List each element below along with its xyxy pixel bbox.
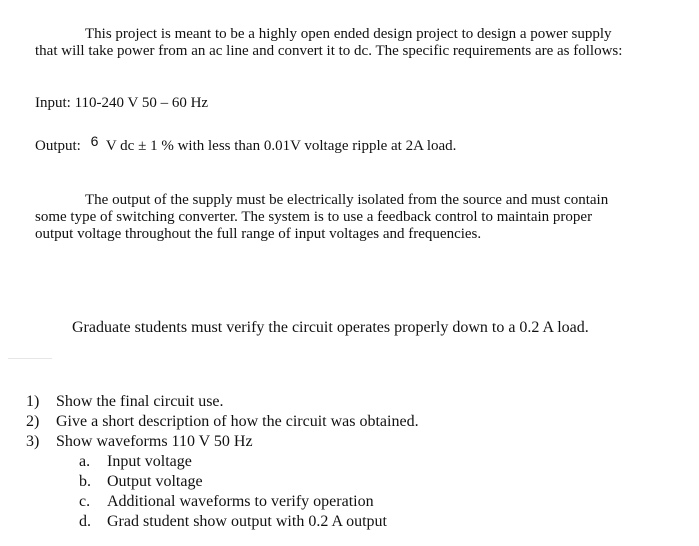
list-item: [26, 432, 253, 452]
list-item: [26, 412, 419, 432]
sub-list-text: Grad student show output with 0.2 A output: [107, 513, 387, 530]
sub-list-letter: d.: [79, 513, 91, 530]
list-number: 3): [26, 433, 40, 450]
sub-list-item: [79, 472, 203, 492]
sub-list-text: Output voltage: [107, 473, 203, 490]
sub-list-item: [79, 512, 387, 532]
graduate-note: [72, 319, 589, 337]
input-value: 110-240 V 50 – 60 Hz: [74, 95, 209, 111]
list-item-text: Show the final circuit use.: [56, 393, 224, 410]
input-spec: [35, 95, 208, 112]
divider: [8, 358, 52, 359]
body-paragraph: [35, 192, 625, 243]
output-label: Output:: [35, 138, 81, 154]
list-item-text: Show waveforms 110 V 50 Hz: [56, 433, 253, 450]
intro-text: This project is meant to be a highly open ended design project to design a power supply that will take power from an ac line and convert it to dc. The specific requirements are as follows:: [35, 26, 623, 59]
list-number: 1): [26, 393, 40, 410]
list-item: [26, 392, 224, 412]
sub-list-letter: b.: [79, 473, 91, 490]
sub-list-letter: c.: [79, 493, 91, 510]
sub-list-text: Input voltage: [107, 453, 192, 470]
output-rest: V dc ± 1 % with less than 0.01V voltage ripple at 2A load.: [105, 138, 457, 154]
output-voltage-value: 6: [90, 133, 99, 149]
sub-list-item: [79, 452, 192, 472]
sub-list-item: [79, 492, 374, 512]
body-text: The output of the supply must be electrically isolated from the source and must contain some type of switching converter. The system is to use a feedback control to maintain proper output voltage throughout the full range of input voltages and frequencies.: [35, 192, 609, 242]
sub-list-text: Additional waveforms to verify operation: [107, 493, 374, 510]
input-label: Input:: [35, 95, 71, 111]
intro-paragraph: [35, 26, 625, 60]
graduate-note-text: Graduate students must verify the circuit operates properly down to a 0.2 A load.: [72, 319, 589, 336]
list-item-text: Give a short description of how the circuit was obtained.: [56, 413, 419, 430]
list-number: 2): [26, 413, 40, 430]
output-spec: [35, 133, 457, 155]
sub-list-letter: a.: [79, 453, 91, 470]
